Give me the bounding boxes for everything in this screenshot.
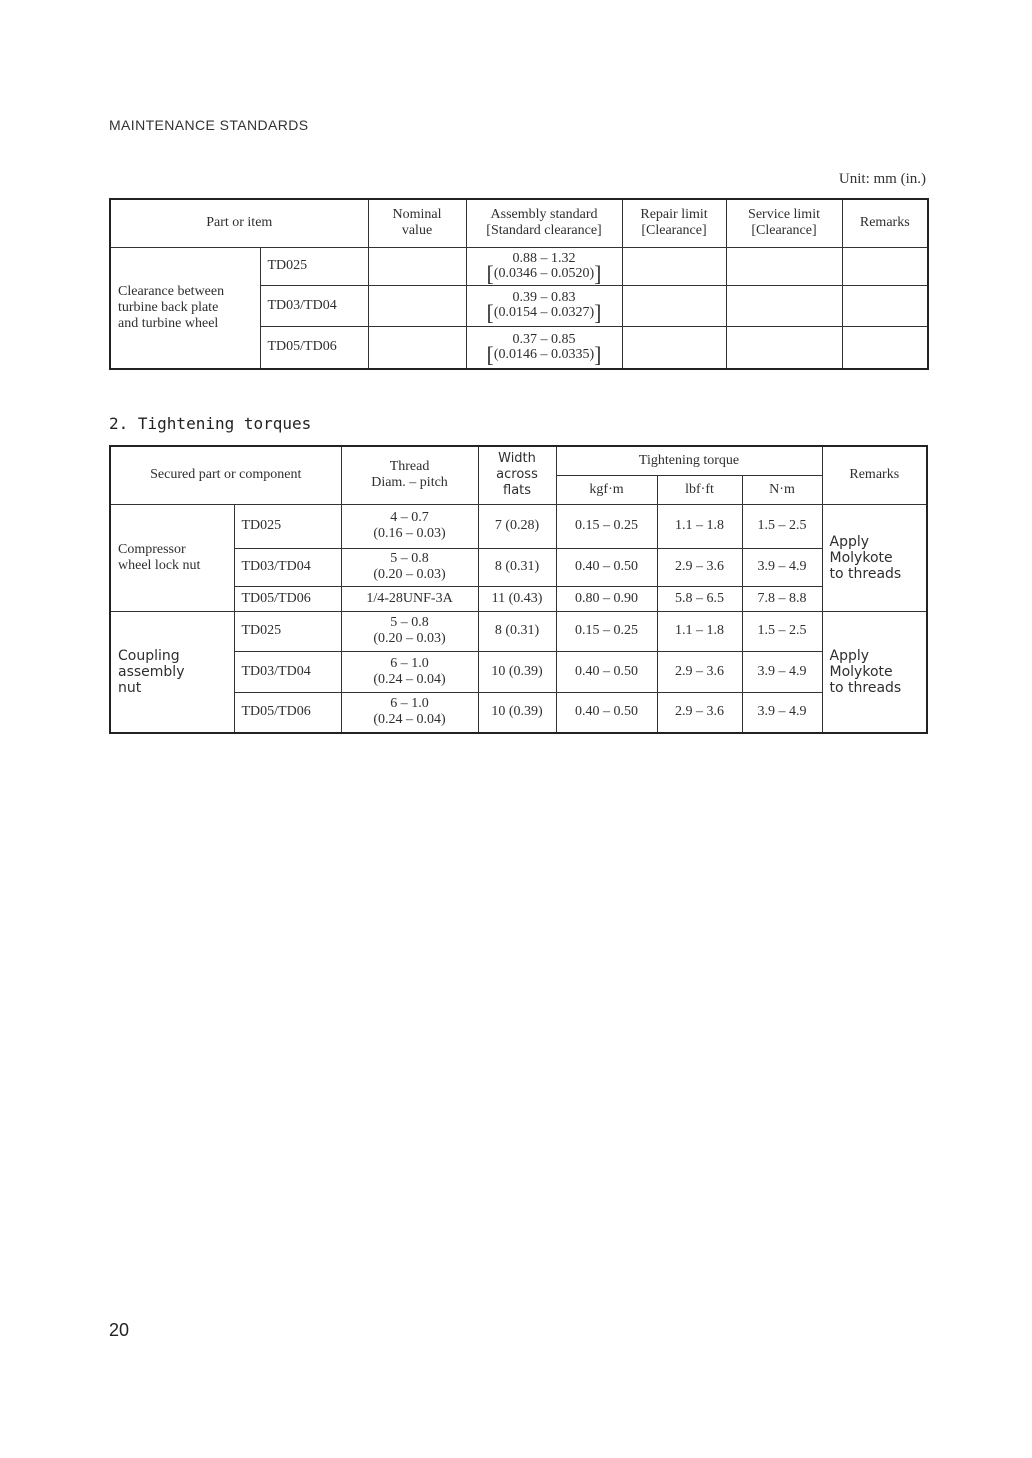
- model-cell: TD025: [260, 247, 368, 285]
- table-row: [110, 504, 927, 548]
- nm-cell: 3.9 – 4.9: [742, 548, 822, 586]
- width-cell: 10 (0.39): [478, 692, 556, 733]
- nm-cell: 7.8 – 8.8: [742, 586, 822, 611]
- width-cell: 8 (0.31): [478, 548, 556, 586]
- unit-label: Unit: mm (in.): [838, 171, 926, 187]
- page-header: MAINTENANCE STANDARDS: [109, 117, 309, 133]
- nominal-cell: [368, 285, 466, 326]
- model-cell: TD05/TD06: [260, 326, 368, 369]
- remarks-cell: [842, 247, 928, 285]
- group-name-cell: Compressor wheel lock nut: [110, 504, 234, 611]
- col-remarks: Remarks: [842, 199, 928, 247]
- table-row: [110, 247, 928, 285]
- remarks-cell: [842, 285, 928, 326]
- width-cell: 7 (0.28): [478, 504, 556, 548]
- col-thread: Thread Diam. – pitch: [341, 446, 478, 504]
- clearance-table: [109, 198, 929, 370]
- page-number: 20: [109, 1320, 130, 1340]
- col-remarks: Remarks: [822, 446, 927, 504]
- section-title: 2. Tightening torques: [109, 414, 312, 433]
- width-cell: 10 (0.39): [478, 651, 556, 692]
- model-cell: TD025: [234, 611, 341, 651]
- width-cell: 8 (0.31): [478, 611, 556, 651]
- nm-cell: 1.5 – 2.5: [742, 611, 822, 651]
- thread-cell: 1/4-28UNF-3A: [341, 586, 478, 611]
- kgf-cell: 0.15 – 0.25: [556, 611, 657, 651]
- remarks-cell: Apply Molykote to threads: [822, 611, 927, 733]
- model-cell: TD05/TD06: [234, 692, 341, 733]
- remarks-cell: Apply Molykote to threads: [822, 504, 927, 611]
- col-secured-part: Secured part or component: [110, 446, 341, 504]
- lbf-cell: 1.1 – 1.8: [657, 611, 742, 651]
- model-cell: TD025: [234, 504, 341, 548]
- model-cell: TD05/TD06: [234, 586, 341, 611]
- nm-cell: 1.5 – 2.5: [742, 504, 822, 548]
- col-nominal-value: Nominal value: [368, 199, 466, 247]
- nominal-cell: [368, 326, 466, 369]
- lbf-cell: 2.9 – 3.6: [657, 548, 742, 586]
- nm-cell: 3.9 – 4.9: [742, 692, 822, 733]
- lbf-cell: 2.9 – 3.6: [657, 692, 742, 733]
- service-limit-cell: [726, 326, 842, 369]
- model-cell: TD03/TD04: [234, 548, 341, 586]
- nm-cell: 3.9 – 4.9: [742, 651, 822, 692]
- lbf-cell: 5.8 – 6.5: [657, 586, 742, 611]
- torque-header-row: [110, 446, 927, 475]
- kgf-cell: 0.15 – 0.25: [556, 504, 657, 548]
- kgf-cell: 0.80 – 0.90: [556, 586, 657, 611]
- nominal-cell: [368, 247, 466, 285]
- col-width-across-flats: Width across flats: [478, 446, 556, 504]
- col-kgf-m: kgf·m: [556, 475, 657, 504]
- repair-limit-cell: [622, 326, 726, 369]
- assembly-standard-cell: [0.88 – 1.32 (0.0346 – 0.0520)]: [466, 247, 622, 285]
- clearance-header-row: [110, 199, 928, 247]
- lbf-cell: 2.9 – 3.6: [657, 651, 742, 692]
- assembly-standard-cell: [0.37 – 0.85 (0.0146 – 0.0335)]: [466, 326, 622, 369]
- col-part-or-item: Part or item: [110, 199, 368, 247]
- lbf-cell: 1.1 – 1.8: [657, 504, 742, 548]
- table-row: [110, 611, 927, 651]
- remarks-cell: [842, 326, 928, 369]
- group-name-cell: Coupling assembly nut: [110, 611, 234, 733]
- col-repair-limit: Repair limit [Clearance]: [622, 199, 726, 247]
- service-limit-cell: [726, 285, 842, 326]
- repair-limit-cell: [622, 247, 726, 285]
- clearance-item-name: Clearance between turbine back plate and turbine wheel: [110, 247, 260, 369]
- thread-cell: 6 – 1.0 (0.24 – 0.04): [341, 651, 478, 692]
- col-tightening-torque: Tightening torque: [556, 446, 822, 475]
- col-assembly-standard: Assembly standard [Standard clearance]: [466, 199, 622, 247]
- kgf-cell: 0.40 – 0.50: [556, 548, 657, 586]
- thread-cell: 5 – 0.8 (0.20 – 0.03): [341, 611, 478, 651]
- col-service-limit: Service limit [Clearance]: [726, 199, 842, 247]
- col-n-m: N·m: [742, 475, 822, 504]
- model-cell: TD03/TD04: [234, 651, 341, 692]
- assembly-standard-cell: [0.39 – 0.83 (0.0154 – 0.0327)]: [466, 285, 622, 326]
- thread-cell: 5 – 0.8 (0.20 – 0.03): [341, 548, 478, 586]
- kgf-cell: 0.40 – 0.50: [556, 651, 657, 692]
- kgf-cell: 0.40 – 0.50: [556, 692, 657, 733]
- repair-limit-cell: [622, 285, 726, 326]
- model-cell: TD03/TD04: [260, 285, 368, 326]
- col-lbf-ft: lbf·ft: [657, 475, 742, 504]
- torque-table: [109, 445, 928, 734]
- service-limit-cell: [726, 247, 842, 285]
- thread-cell: 4 – 0.7 (0.16 – 0.03): [341, 504, 478, 548]
- width-cell: 11 (0.43): [478, 586, 556, 611]
- thread-cell: 6 – 1.0 (0.24 – 0.04): [341, 692, 478, 733]
